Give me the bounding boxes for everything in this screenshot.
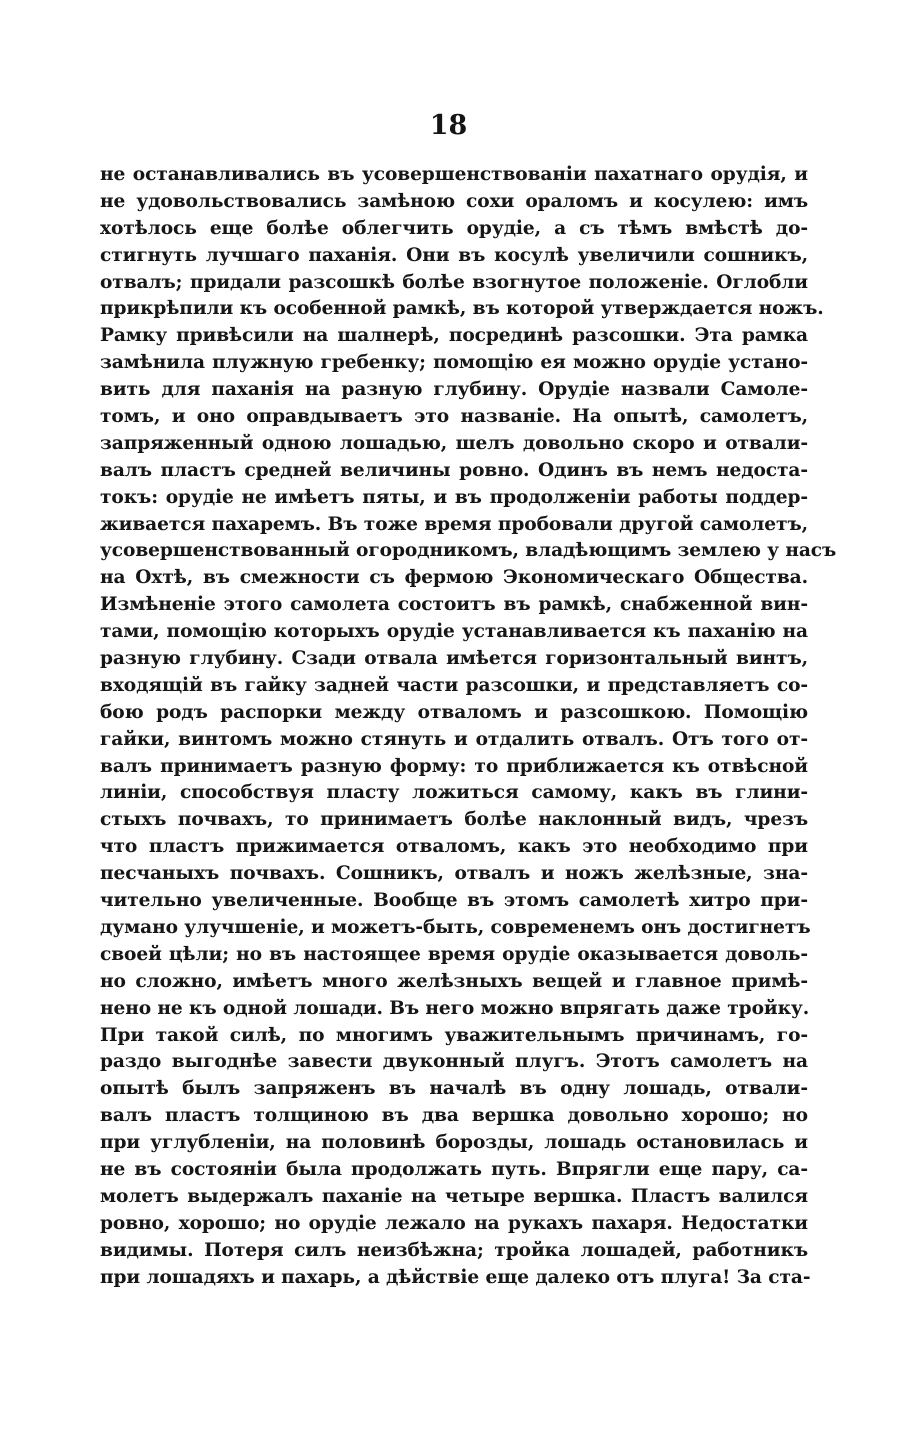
text-line: усовершенствованный огородникомъ, владѣющимъ землею у насъ (100, 540, 837, 562)
text-line: замѣнила плужную гребенку; помощію ея можно орудіе устано- (100, 352, 808, 374)
text-line: не останавливались въ усовершенствованіи пахатнаго орудія, и (100, 164, 808, 185)
text-line: отвалъ; придали разсошкѣ болѣе взогнутое положеніе. Оглобли (100, 271, 808, 293)
text-line: разную глубину. Сзади отвала имѣется горизонтальный винтъ, (100, 648, 808, 670)
text-line: живается пахаремъ. Въ тоже время пробовали другой самолетъ, (100, 513, 808, 535)
text-line: не удовольствовались замѣною сохи ораломъ и косулею: имъ (100, 190, 808, 212)
text-line: чительно увеличенные. Вообще въ этомъ самолетѣ хитро при- (100, 890, 808, 912)
text-line: стыхъ почвахъ, то принимаетъ болѣе наклонный видъ, чрезъ (100, 809, 808, 831)
text-line: запряженный одною лошадью, шелъ довольно скоро и отвали- (100, 432, 808, 454)
text-line: раздо выгоднѣе завести двуконный плугъ. Этотъ самолетъ на (100, 1051, 808, 1073)
text-line: не въ состояніи была продолжать путь. Впрягли еще пару, са- (100, 1158, 808, 1180)
text-line: молетъ выдержалъ паханіе на четыре вершка. Пластъ валился (100, 1185, 808, 1207)
text-line: хотѣлось еще болѣе облегчить орудіе, а съ тѣмъ вмѣстѣ до- (100, 217, 808, 239)
text-line: ровно, хорошо; но орудіе лежало на рукахъ пахаря. Недостатки (100, 1212, 808, 1234)
text-line: прикрѣпили къ особенной рамкѣ, въ которой утверждается ножъ. (100, 298, 824, 320)
text-line: валъ пластъ средней величины ровно. Одинъ въ немъ недоста- (100, 459, 808, 481)
text-line: но сложно, имѣетъ много желѣзныхъ вещей и главное примѣ- (100, 970, 808, 992)
text-line: стигнуть лучшаго паханія. Они въ косулѣ увеличили сошникъ, (100, 244, 808, 266)
text-line: при углубленіи, на половинѣ борозды, лошадь остановилась и (100, 1132, 808, 1154)
text-line: Измѣненіе этого самолета состоитъ въ рамкѣ, снабженной вин- (100, 594, 808, 616)
text-line: линіи, способствуя пласту ложиться самому, какъ въ глини- (100, 782, 808, 804)
text-line: Рамку привѣсили на шалнерѣ, посрединѣ разсошки. Эта рамка (100, 325, 808, 347)
text-line: гайки, винтомъ можно стянуть и отдалить отвалъ. Отъ того от- (100, 728, 808, 750)
text-line: нено не къ одной лошади. Въ него можно впрягать даже тройку. (100, 997, 810, 1019)
text-line: на Охтѣ, въ смежности съ фермою Экономическаго Общества. (100, 567, 808, 589)
text-line: опытѣ былъ запряженъ въ началѣ въ одну лошадь, отвали- (100, 1078, 808, 1100)
text-line: вить для паханія на разную глубину. Орудіе назвали Самоле- (100, 379, 808, 401)
text-line: песчаныхъ почвахъ. Сошникъ, отвалъ и ножъ желѣзные, зна- (100, 863, 808, 885)
text-line: томъ, и оно оправдываетъ это названіе. На опытѣ, самолетъ, (100, 406, 808, 428)
text-line: видимы. Потеря силъ неизбѣжна; тройка лошадей, работникъ (100, 1239, 808, 1261)
page-number: 18 (429, 110, 468, 141)
text-line: При такой силѣ, по многимъ уважительнымъ причинамъ, го- (100, 1024, 808, 1046)
text-line: входящій въ гайку задней части разсошки, и представляетъ со- (100, 674, 808, 696)
text-line: валъ пластъ толщиною въ два вершка довольно хорошо; но (100, 1105, 808, 1127)
text-line: думано улучшеніе, и можетъ-быть, современемъ онъ достигнетъ (100, 916, 811, 938)
text-line: тами, помощію которыхъ орудіе устанавливается къ паханію на (100, 621, 808, 643)
text-line: токъ: орудіе не имѣетъ пяты, и въ продолженіи работы поддер- (100, 486, 808, 508)
text-line: что пластъ прижимается отваломъ, какъ это необходимо при (100, 836, 808, 858)
text-line: бою родъ распорки между отваломъ и разсошкою. Помощію (100, 701, 808, 723)
text-line: своей цѣли; но въ настоящее время орудіе оказывается доволь- (100, 943, 808, 965)
text-line: при лошадяхъ и пахарь, а дѣйствіе еще далеко отъ плуга! За ста- (100, 1266, 811, 1288)
text-line: валъ принимаетъ разную форму: то приближается къ отвѣсной (100, 755, 808, 777)
body-text (100, 162, 837, 1291)
